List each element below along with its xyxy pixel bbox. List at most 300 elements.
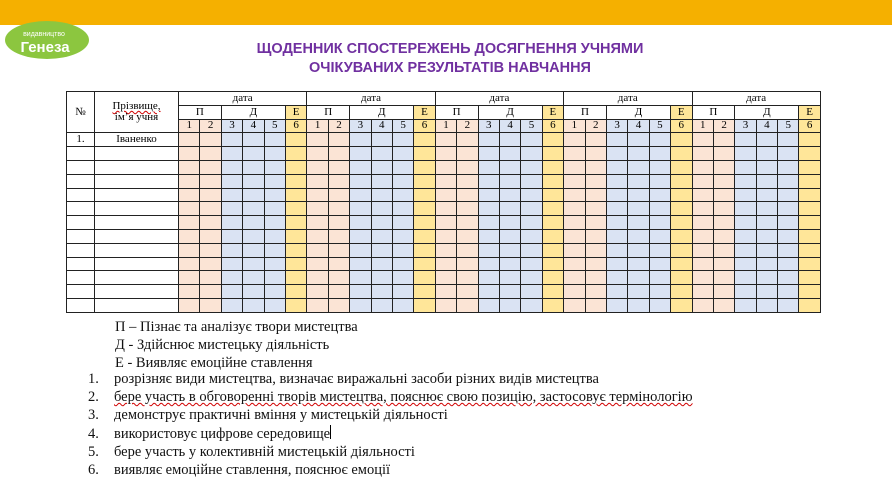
- result-item-text: виявляє емоційне ставлення, пояснює емоції: [114, 462, 391, 479]
- observation-cell: [414, 174, 435, 188]
- observation-cell: [221, 174, 242, 188]
- result-item: [88, 370, 693, 388]
- observation-cell: [692, 243, 713, 257]
- observation-cell: [350, 174, 371, 188]
- observation-cell: [628, 285, 649, 299]
- observation-cell: [692, 298, 713, 312]
- observation-cell: [264, 160, 285, 174]
- observation-cell: [414, 202, 435, 216]
- observation-cell: [735, 243, 756, 257]
- observation-cell: [671, 160, 692, 174]
- observation-cell: [542, 271, 563, 285]
- result-item-text: бере участь в обговоренні творів мистецтва, пояснює свою позицію, застосовує термінологію: [114, 389, 693, 406]
- header-group-p: П: [307, 105, 350, 119]
- observation-cell: [799, 285, 820, 299]
- observation-cell: [414, 285, 435, 299]
- header-subcolumn: 1: [564, 119, 585, 133]
- observation-cell: [243, 257, 264, 271]
- observation-cell: [521, 216, 542, 230]
- observation-cell: [692, 174, 713, 188]
- observation-cell: [392, 133, 413, 147]
- observation-cell: [778, 133, 799, 147]
- observation-cell: [585, 216, 606, 230]
- observation-cell: [392, 243, 413, 257]
- observation-cell: [649, 188, 670, 202]
- student-number: [67, 285, 95, 299]
- observation-cell: [285, 257, 306, 271]
- observation-cell: [499, 271, 520, 285]
- header-group-p: П: [692, 105, 735, 119]
- observation-cell: [671, 202, 692, 216]
- observation-cell: [542, 298, 563, 312]
- observation-cell: [243, 298, 264, 312]
- observation-cell: [285, 216, 306, 230]
- observation-cell: [478, 271, 499, 285]
- observation-cell: [521, 298, 542, 312]
- title-line-2: ОЧІКУВАНИХ РЕЗУЛЬТАТІВ НАВЧАННЯ: [309, 60, 591, 76]
- result-item-number: 5.: [88, 443, 99, 460]
- observation-cell: [328, 285, 349, 299]
- observation-cell: [799, 160, 820, 174]
- observation-cell: [585, 147, 606, 161]
- observation-cell: [179, 188, 200, 202]
- observation-cell: [371, 271, 392, 285]
- header-subcolumn: 3: [735, 119, 756, 133]
- observation-cell: [243, 271, 264, 285]
- observation-cell: [606, 202, 627, 216]
- observation-cell: [221, 271, 242, 285]
- observation-table-wrapper: [66, 91, 821, 313]
- observation-cell: [499, 133, 520, 147]
- observation-cell: [200, 285, 221, 299]
- observation-cell: [371, 133, 392, 147]
- observation-cell: [414, 160, 435, 174]
- observation-cell: [478, 160, 499, 174]
- observation-cell: [179, 147, 200, 161]
- observation-cell: [628, 160, 649, 174]
- observation-cell: [606, 285, 627, 299]
- observation-cell: [414, 243, 435, 257]
- header-row-subcolumns: [67, 119, 821, 133]
- observation-cell: [521, 229, 542, 243]
- observation-cell: [542, 216, 563, 230]
- observation-cell: [778, 188, 799, 202]
- observation-cell: [179, 202, 200, 216]
- observation-cell: [243, 188, 264, 202]
- result-item-text: демонструє практичні вміння у мистецькій діяльності: [114, 407, 448, 424]
- header-row-groups: [67, 105, 821, 119]
- observation-cell: [435, 271, 456, 285]
- observation-cell: [521, 257, 542, 271]
- observation-cell: [264, 202, 285, 216]
- header-subcolumn: 3: [478, 119, 499, 133]
- observation-cell: [756, 174, 777, 188]
- student-number: [67, 271, 95, 285]
- empty-student-row: [67, 229, 821, 243]
- header-subcolumn: 5: [778, 119, 799, 133]
- observation-cell: [585, 160, 606, 174]
- observation-cell: [799, 298, 820, 312]
- observation-cell: [521, 243, 542, 257]
- observation-cell: [307, 298, 328, 312]
- observation-cell: [756, 147, 777, 161]
- observation-cell: [585, 202, 606, 216]
- observation-cell: [585, 188, 606, 202]
- header-subcolumn: 6: [285, 119, 306, 133]
- observation-cell: [499, 285, 520, 299]
- observation-cell: [713, 243, 734, 257]
- result-item-text: розрізняє види мистецтва, визначає виражальні засоби різних видів мистецтва: [114, 371, 599, 387]
- observation-cell: [371, 229, 392, 243]
- result-item: [88, 406, 693, 424]
- observation-cell: [200, 160, 221, 174]
- observation-cell: [328, 160, 349, 174]
- observation-cell: [606, 298, 627, 312]
- observation-cell: [713, 147, 734, 161]
- expected-results-list: [88, 370, 693, 479]
- top-accent-bar: [0, 0, 892, 25]
- observation-cell: [649, 160, 670, 174]
- observation-cell: [179, 298, 200, 312]
- observation-cell: [457, 133, 478, 147]
- header-subcolumn: 1: [692, 119, 713, 133]
- observation-cell: [371, 298, 392, 312]
- observation-cell: [350, 271, 371, 285]
- observation-cell: [264, 188, 285, 202]
- header-group-d: Д: [350, 105, 414, 119]
- header-subcolumn: 6: [414, 119, 435, 133]
- observation-cell: [243, 229, 264, 243]
- observation-cell: [671, 174, 692, 188]
- observation-cell: [756, 133, 777, 147]
- observation-cell: [392, 257, 413, 271]
- observation-cell: [606, 147, 627, 161]
- observation-cell: [649, 257, 670, 271]
- observation-cell: [692, 160, 713, 174]
- empty-student-row: [67, 174, 821, 188]
- header-group-e: Е: [285, 105, 306, 119]
- observation-cell: [735, 202, 756, 216]
- observation-cell: [221, 202, 242, 216]
- observation-cell: [756, 202, 777, 216]
- observation-cell: [628, 229, 649, 243]
- observation-cell: [564, 202, 585, 216]
- observation-cell: [457, 271, 478, 285]
- observation-cell: [628, 257, 649, 271]
- header-date: дата: [307, 92, 435, 106]
- observation-cell: [435, 174, 456, 188]
- observation-cell: [478, 257, 499, 271]
- observation-cell: [285, 271, 306, 285]
- observation-cell: [692, 202, 713, 216]
- observation-cell: [221, 229, 242, 243]
- observation-cell: [799, 243, 820, 257]
- observation-cell: [713, 257, 734, 271]
- observation-cell: [328, 147, 349, 161]
- observation-cell: [521, 188, 542, 202]
- observation-cell: [692, 133, 713, 147]
- observation-cell: [243, 243, 264, 257]
- student-number: [67, 229, 95, 243]
- observation-cell: [671, 133, 692, 147]
- observation-cell: [392, 160, 413, 174]
- observation-cell: [713, 202, 734, 216]
- observation-cell: [778, 285, 799, 299]
- observation-cell: [435, 298, 456, 312]
- observation-cell: [649, 229, 670, 243]
- observation-cell: [414, 271, 435, 285]
- observation-cell: [564, 271, 585, 285]
- result-item-number: 1.: [88, 371, 99, 387]
- observation-cell: [756, 160, 777, 174]
- observation-cell: [328, 298, 349, 312]
- observation-cell: [435, 160, 456, 174]
- observation-cell: [414, 133, 435, 147]
- observation-cell: [350, 298, 371, 312]
- observation-cell: [799, 133, 820, 147]
- header-number: №: [67, 92, 95, 133]
- observation-cell: [735, 298, 756, 312]
- observation-cell: [649, 216, 670, 230]
- legend-d: Д - Здійснює мистецьку діяльність: [115, 337, 330, 353]
- observation-cell: [200, 174, 221, 188]
- logo-publisher-small: видавництво: [23, 31, 65, 38]
- observation-cell: [671, 188, 692, 202]
- student-name: [95, 174, 179, 188]
- observation-cell: [264, 216, 285, 230]
- student-number: [67, 298, 95, 312]
- observation-cell: [350, 202, 371, 216]
- observation-cell: [585, 271, 606, 285]
- observation-cell: [713, 133, 734, 147]
- student-number: [67, 216, 95, 230]
- observation-cell: [542, 133, 563, 147]
- observation-cell: [692, 229, 713, 243]
- observation-cell: [671, 147, 692, 161]
- student-name: [95, 285, 179, 299]
- observation-cell: [328, 216, 349, 230]
- student-name: [95, 229, 179, 243]
- observation-cell: [264, 257, 285, 271]
- observation-cell: [457, 147, 478, 161]
- observation-cell: [649, 243, 670, 257]
- observation-cell: [585, 285, 606, 299]
- observation-cell: [585, 298, 606, 312]
- observation-cell: [521, 285, 542, 299]
- header-subcolumn: 6: [799, 119, 820, 133]
- student-name: [95, 271, 179, 285]
- header-group-p: П: [435, 105, 478, 119]
- observation-cell: [221, 147, 242, 161]
- observation-cell: [179, 271, 200, 285]
- observation-cell: [435, 229, 456, 243]
- observation-cell: [564, 174, 585, 188]
- observation-cell: [350, 285, 371, 299]
- observation-cell: [221, 257, 242, 271]
- observation-cell: [564, 188, 585, 202]
- header-subcolumn: 3: [221, 119, 242, 133]
- empty-student-row: [67, 285, 821, 299]
- observation-cell: [713, 298, 734, 312]
- observation-cell: [649, 298, 670, 312]
- observation-cell: [713, 271, 734, 285]
- observation-cell: [221, 285, 242, 299]
- header-group-d: Д: [606, 105, 670, 119]
- observation-cell: [478, 298, 499, 312]
- observation-cell: [499, 160, 520, 174]
- observation-cell: [735, 216, 756, 230]
- observation-cell: [285, 147, 306, 161]
- result-item-number: 3.: [88, 407, 99, 424]
- observation-cell: [756, 216, 777, 230]
- observation-cell: [307, 188, 328, 202]
- observation-cell: [564, 133, 585, 147]
- observation-cell: [692, 257, 713, 271]
- observation-cell: [778, 174, 799, 188]
- observation-cell: [200, 188, 221, 202]
- empty-student-row: [67, 298, 821, 312]
- observation-cell: [564, 285, 585, 299]
- observation-cell: [521, 147, 542, 161]
- observation-cell: [499, 243, 520, 257]
- observation-cell: [778, 147, 799, 161]
- observation-cell: [799, 174, 820, 188]
- observation-cell: [392, 271, 413, 285]
- observation-cell: [542, 160, 563, 174]
- header-group-d: Д: [735, 105, 799, 119]
- header-subcolumn: 4: [371, 119, 392, 133]
- observation-cell: [735, 188, 756, 202]
- observation-cell: [735, 229, 756, 243]
- observation-cell: [371, 216, 392, 230]
- observation-cell: [221, 133, 242, 147]
- student-name: [95, 147, 179, 161]
- title-line-1: ЩОДЕННИК СПОСТЕРЕЖЕНЬ ДОСЯГНЕННЯ УЧНЯМИ: [256, 41, 644, 57]
- observation-cell: [799, 202, 820, 216]
- observation-cell: [606, 243, 627, 257]
- observation-cell: [328, 202, 349, 216]
- observation-cell: [200, 216, 221, 230]
- observation-cell: [521, 133, 542, 147]
- observation-cell: [735, 285, 756, 299]
- legend-e: Е - Виявляє емоційне ставлення: [115, 355, 313, 371]
- observation-cell: [671, 271, 692, 285]
- observation-cell: [799, 216, 820, 230]
- observation-cell: [307, 133, 328, 147]
- observation-cell: [585, 133, 606, 147]
- result-item: [88, 388, 693, 406]
- observation-cell: [179, 243, 200, 257]
- observation-cell: [221, 298, 242, 312]
- observation-cell: [435, 202, 456, 216]
- header-row-dates: [67, 92, 821, 106]
- header-name-line-2: ім’я учня: [114, 111, 159, 124]
- header-date: дата: [435, 92, 563, 106]
- header-group-e: Е: [671, 105, 692, 119]
- observation-cell: [564, 243, 585, 257]
- observation-cell: [414, 229, 435, 243]
- observation-cell: [328, 271, 349, 285]
- observation-cell: [457, 243, 478, 257]
- observation-cell: [307, 271, 328, 285]
- observation-cell: [564, 216, 585, 230]
- observation-cell: [478, 174, 499, 188]
- observation-cell: [735, 133, 756, 147]
- observation-cell: [713, 160, 734, 174]
- observation-cell: [264, 285, 285, 299]
- result-item-number: 4.: [88, 425, 99, 442]
- observation-cell: [628, 202, 649, 216]
- observation-cell: [243, 174, 264, 188]
- legend-p: П – Пізнає та аналізує твори мистецтва: [115, 319, 358, 335]
- header-subcolumn: 5: [392, 119, 413, 133]
- observation-cell: [371, 174, 392, 188]
- observation-cell: [564, 160, 585, 174]
- observation-cell: [264, 229, 285, 243]
- observation-cell: [713, 285, 734, 299]
- observation-cell: [778, 298, 799, 312]
- observation-cell: [756, 229, 777, 243]
- observation-cell: [713, 174, 734, 188]
- header-date: дата: [564, 92, 692, 106]
- student-number: [67, 160, 95, 174]
- header-subcolumn: 1: [435, 119, 456, 133]
- observation-cell: [649, 174, 670, 188]
- header-subcolumn: 4: [628, 119, 649, 133]
- observation-cell: [499, 202, 520, 216]
- observation-cell: [307, 202, 328, 216]
- observation-cell: [392, 229, 413, 243]
- observation-cell: [179, 216, 200, 230]
- observation-cell: [179, 160, 200, 174]
- result-item[interactable]: [88, 425, 693, 443]
- observation-cell: [392, 188, 413, 202]
- observation-cell: [328, 188, 349, 202]
- observation-cell: [478, 133, 499, 147]
- observation-cell: [392, 202, 413, 216]
- observation-cell: [799, 229, 820, 243]
- observation-cell: [692, 147, 713, 161]
- observation-cell: [499, 257, 520, 271]
- observation-cell: [264, 298, 285, 312]
- text-cursor: [330, 425, 331, 439]
- observation-cell: [307, 174, 328, 188]
- observation-cell: [414, 257, 435, 271]
- observation-cell: [628, 188, 649, 202]
- observation-cell: [713, 188, 734, 202]
- observation-cell: [521, 202, 542, 216]
- header-subcolumn: 2: [200, 119, 221, 133]
- empty-student-row: [67, 257, 821, 271]
- observation-cell: [179, 285, 200, 299]
- observation-cell: [285, 229, 306, 243]
- observation-cell: [692, 285, 713, 299]
- observation-cell: [735, 271, 756, 285]
- empty-student-row: [67, 202, 821, 216]
- geneza-logo: [4, 20, 90, 60]
- header-subcolumn: 4: [243, 119, 264, 133]
- observation-cell: [756, 188, 777, 202]
- observation-cell: [457, 174, 478, 188]
- header-group-e: Е: [799, 105, 820, 119]
- result-item-text[interactable]: використовує цифрове середовище: [114, 425, 331, 442]
- observation-cell: [478, 202, 499, 216]
- header-group-p: П: [564, 105, 607, 119]
- observation-cell: [499, 188, 520, 202]
- student-number: 1.: [67, 133, 95, 147]
- header-subcolumn: 3: [606, 119, 627, 133]
- observation-cell: [692, 188, 713, 202]
